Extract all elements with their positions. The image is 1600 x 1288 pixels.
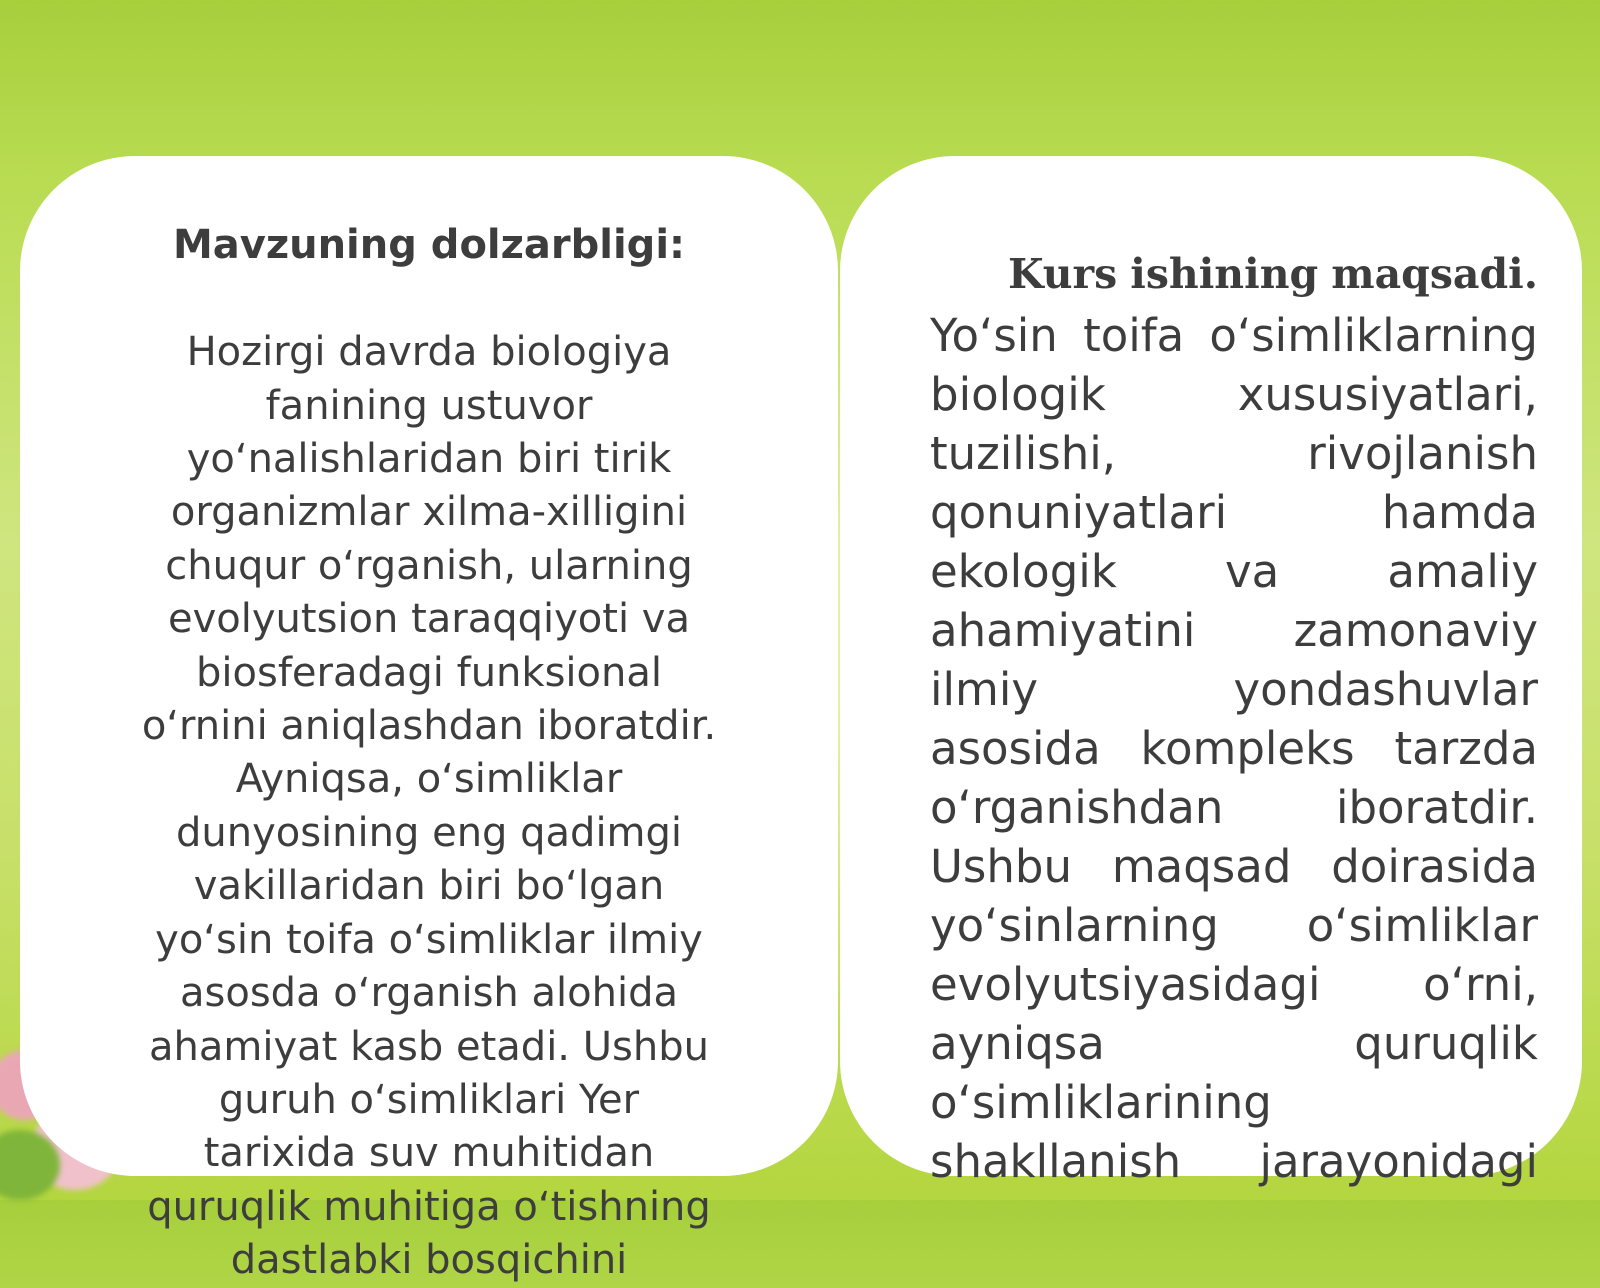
goal-word: doirasida <box>1331 840 1538 893</box>
relevance-line: vakillaridan biri bo‘lgan <box>193 863 665 910</box>
relevance-line: dastlabki bosqichini <box>230 1237 628 1284</box>
goal-text <box>930 246 1538 1191</box>
goal-word: o‘rganishdan <box>930 781 1224 834</box>
goal-word: iboratdir. <box>1335 781 1538 834</box>
relevance-line: yo‘sin toifa o‘simliklar ilmiy <box>155 916 703 963</box>
goal-word: zamonaviy <box>1293 604 1538 657</box>
relevance-heading: Mavzuning dolzarbligi: <box>172 222 686 269</box>
relevance-line: yo‘nalishlaridan biri tirik <box>186 436 672 483</box>
goal-line <box>930 837 1538 896</box>
goal-heading-word: ishining <box>1130 250 1319 298</box>
goal-line <box>930 601 1538 660</box>
goal-word: jarayonidagi <box>1259 1135 1538 1188</box>
goal-word: yo‘sinlarning <box>930 899 1219 952</box>
relevance-text <box>95 166 763 1288</box>
goal-word: tarzda <box>1394 722 1538 775</box>
goal-line <box>930 660 1538 719</box>
relevance-line: tarixida suv muhitidan <box>203 1130 655 1177</box>
relevance-line: guruh o‘simliklari Yer <box>218 1076 640 1123</box>
relevance-line: fanining ustuvor <box>265 382 593 429</box>
goal-line <box>930 542 1538 601</box>
goal-line <box>930 306 1538 365</box>
goal-line <box>930 1014 1538 1073</box>
goal-word: o‘simliklar <box>1306 899 1538 952</box>
goal-word: amaliy <box>1387 545 1538 598</box>
goal-word: ilmiy <box>930 663 1038 716</box>
goal-word: yondashuvlar <box>1233 663 1538 716</box>
goal-word: va <box>1225 545 1280 598</box>
relevance-line: o‘rnini aniqlashdan iboratdir. <box>141 703 717 750</box>
goal-line <box>930 1073 1538 1132</box>
goal-heading-word: maqsadi. <box>1331 250 1538 298</box>
goal-line <box>930 1132 1538 1191</box>
goal-word: asosida <box>930 722 1101 775</box>
goal-word: biologik <box>930 368 1106 421</box>
goal-word: qonuniyatlari <box>930 486 1228 539</box>
goal-line <box>930 719 1538 778</box>
goal-word: hamda <box>1381 486 1538 539</box>
goal-word: o‘simliklarning <box>1209 309 1538 362</box>
relevance-line: evolyutsion taraqqiyoti va <box>168 596 690 643</box>
goal-word: quruqlik <box>1354 1017 1538 1070</box>
goal-word: xususiyatlari, <box>1237 368 1538 421</box>
goal-word: maqsad <box>1111 840 1292 893</box>
goal-word: evolyutsiyasidagi <box>930 958 1321 1011</box>
goal-line <box>930 896 1538 955</box>
goal-word: rivojlanish <box>1307 427 1538 480</box>
relevance-line: biosferadagi funksional <box>196 649 662 696</box>
relevance-panel <box>20 156 838 1284</box>
goal-word: ahamiyatini <box>930 604 1196 657</box>
relevance-line: chuqur o‘rganish, ularning <box>165 542 693 589</box>
goal-word: kompleks <box>1140 722 1355 775</box>
goal-line <box>930 424 1538 483</box>
goal-heading-word: Kurs <box>1008 250 1118 298</box>
goal-word: o‘simliklarining <box>930 1076 1272 1129</box>
goal-word: shakllanish <box>930 1135 1182 1188</box>
goal-panel <box>840 156 1582 1188</box>
goal-word: tuzilishi, <box>930 427 1117 480</box>
relevance-line: ahamiyat kasb etadi. Ushbu <box>149 1023 709 1070</box>
goal-line <box>930 483 1538 542</box>
goal-word: Ushbu <box>930 840 1072 893</box>
goal-line <box>930 365 1538 424</box>
goal-word: ekologik <box>930 545 1117 598</box>
goal-line <box>930 778 1538 837</box>
goal-word: Yo‘sin <box>930 309 1058 362</box>
goal-word: toifa <box>1083 309 1185 362</box>
relevance-line: asosda o‘rganish alohida <box>180 970 678 1017</box>
relevance-line: Ayniqsa, o‘simliklar <box>235 756 623 803</box>
goal-word: ayniqsa <box>930 1017 1105 1070</box>
relevance-line: quruqlik muhitiga o‘tishning <box>147 1183 711 1230</box>
goal-heading <box>930 246 1538 302</box>
relevance-line: dunyosining eng qadimgi <box>175 809 683 856</box>
relevance-line: Hozirgi davrda biologiya <box>186 329 672 376</box>
goal-word: o‘rni, <box>1423 958 1538 1011</box>
relevance-line: organizmlar xilma-xilligini <box>170 489 688 536</box>
goal-line <box>930 955 1538 1014</box>
